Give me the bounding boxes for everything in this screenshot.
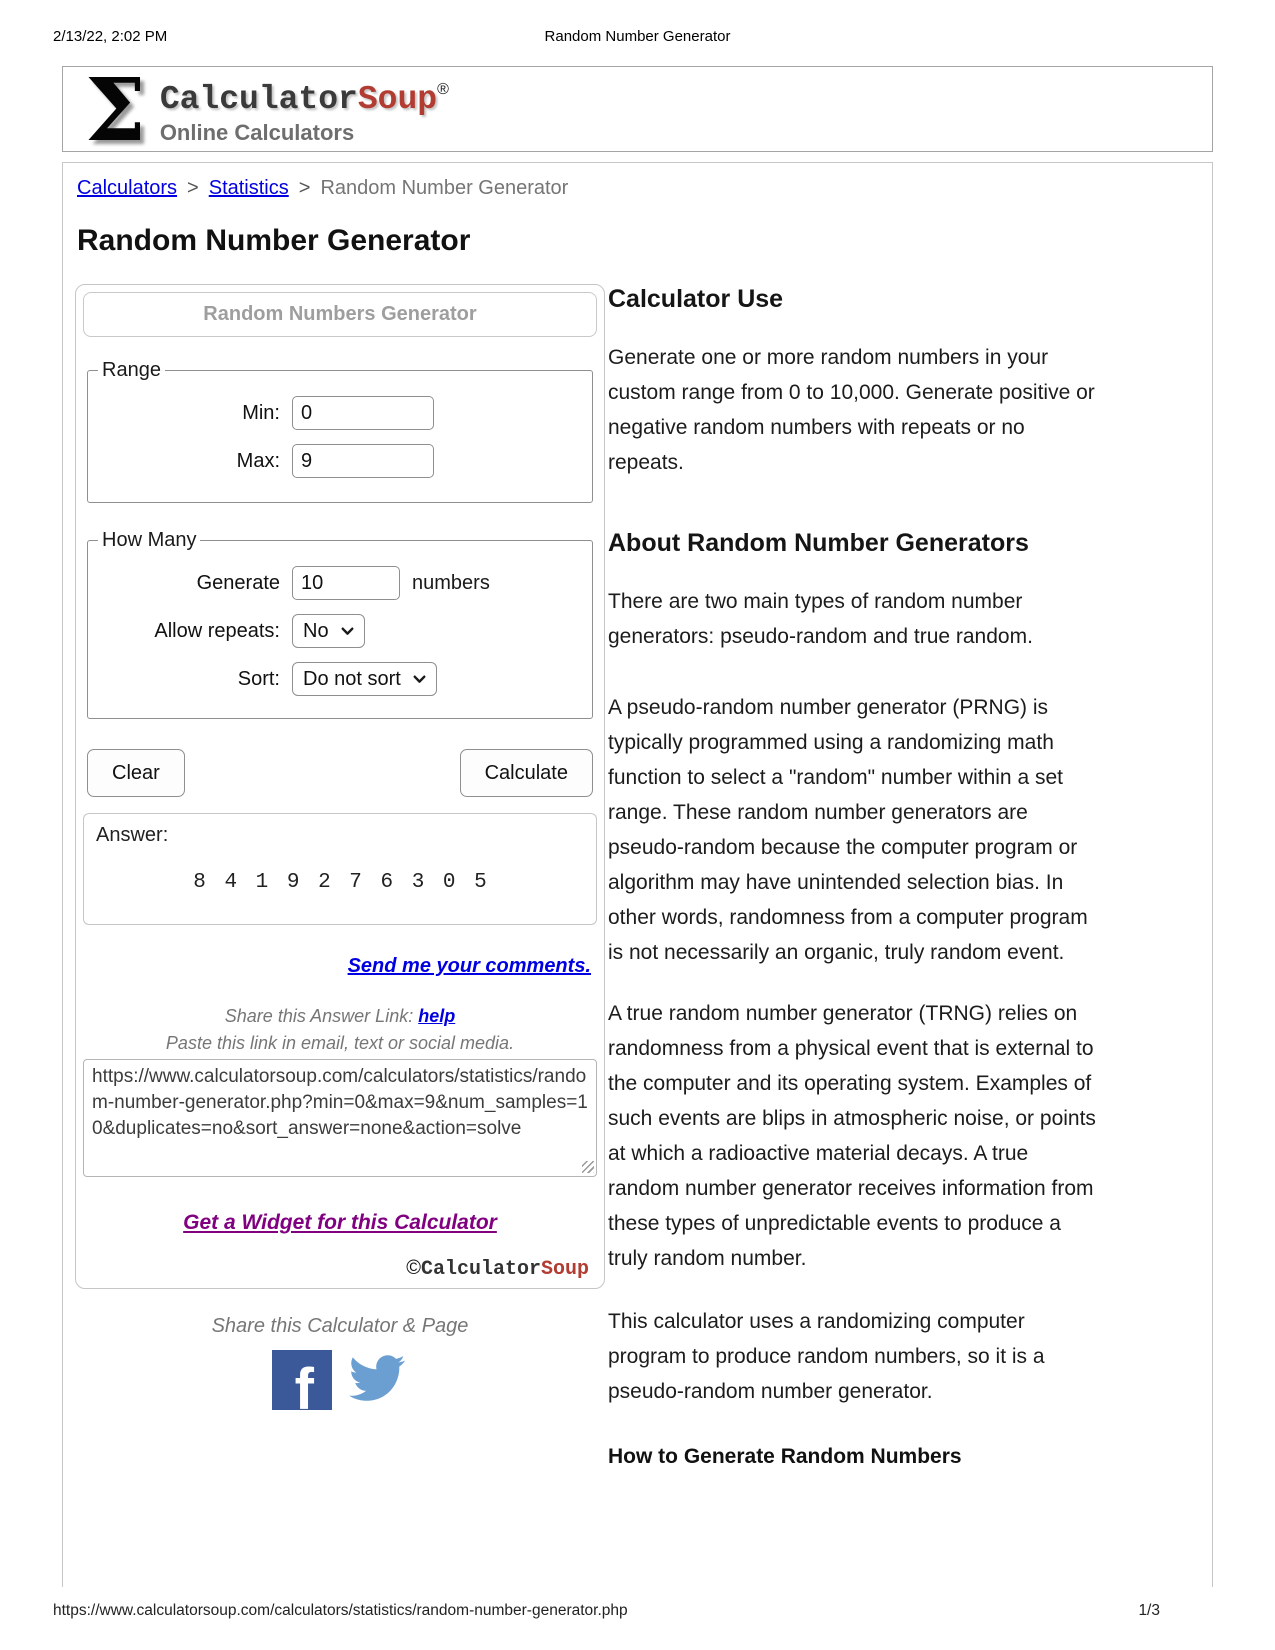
answer-values: 8 4 1 9 2 7 6 3 0 5 [193,871,487,894]
facebook-icon[interactable]: f [272,1350,332,1410]
share-page-section [75,1315,605,1410]
about-heading: About Random Number Generators [608,529,1029,557]
allow-repeats-select[interactable]: No [292,614,365,648]
breadcrumb-link-calculators[interactable]: Calculators [77,177,178,199]
get-widget-link[interactable]: Get a Widget for this Calculator [183,1211,497,1234]
copyright-line: ©CalculatorSoup [406,1257,589,1281]
generate-count-input[interactable] [292,566,400,600]
clear-button[interactable]: Clear [87,749,185,797]
generate-suffix: numbers [412,571,490,594]
calculator-use-heading: Calculator Use [608,285,784,313]
about-paragraph: This calculator uses a randomizing computer program to produce random numbers, so it is a pseudo-random number generator. [608,1310,1045,1403]
print-title: Random Number Generator [544,28,731,45]
generate-row [98,566,582,600]
how-to-heading: How to Generate Random Numbers [608,1445,962,1468]
chevron-down-icon [341,627,354,636]
allow-repeats-label: Allow repeats: [154,619,280,642]
generate-label: Generate [196,571,280,594]
max-row [98,444,582,478]
calculator-panel-title: Random Numbers Generator [83,292,597,337]
paste-hint: Paste this link in email, text or social media. [165,1033,515,1053]
sort-row [98,662,582,696]
max-input[interactable] [292,444,434,478]
chevron-down-icon [413,675,426,684]
how-many-legend: How Many [102,529,197,551]
min-label: Min: [242,401,280,424]
share-page-title: Share this Calculator & Page [211,1315,469,1337]
print-footer-page-number: 1/3 [1138,1602,1160,1619]
min-row [98,396,582,430]
answer-box [83,813,597,925]
brand-name: CalculatorSoup® [159,81,449,118]
range-fieldset [87,359,593,503]
send-comments-link[interactable]: Send me your comments. [347,955,591,977]
content-frame [62,162,1213,1587]
about-paragraph: There are two main types of random number generators: pseudo-random and true random. [608,590,1033,648]
widget-row [83,1211,597,1235]
sort-select[interactable]: Do not sort [292,662,437,696]
answer-label: Answer: [96,824,169,846]
print-header [0,28,1275,48]
print-datetime: 2/13/22, 2:02 PM [53,28,168,45]
breadcrumb-link-statistics[interactable]: Statistics [208,177,289,199]
calculate-button[interactable]: Calculate [460,749,593,797]
calculator-panel [75,284,605,1289]
breadcrumb [77,177,1200,200]
breadcrumb-current: Random Number Generator [320,177,569,199]
calculator-column [75,284,605,1410]
about-paragraph: A pseudo-random number generator (PRNG) is typically programmed using a randomizing math function to select a "random" number within a set range. These random number generators are pseudo-random because the computer program or algorithm may have unintended selection bias. In other words, randomness from a computer program is not necessarily an organic, truly random event. [608,696,1088,964]
main-columns [75,284,1200,1469]
how-many-fieldset [87,529,593,719]
button-row [87,749,593,797]
registered-mark: ® [437,81,449,98]
allow-repeats-row [98,614,582,648]
range-legend: Range [102,359,161,381]
twitter-icon[interactable] [346,1350,408,1406]
breadcrumb-separator: > [298,177,311,199]
calculator-use-text: Generate one or more random numbers in your custom range from 0 to 10,000. Generate positive or negative random numbers with repeats or no repeats. [608,346,1095,474]
site-logo[interactable] [62,60,1213,161]
print-footer-url: https://www.calculatorsoup.com/calculators/statistics/random-number-generator.php [53,1602,628,1619]
min-input[interactable] [292,396,434,430]
comments-row [83,955,591,978]
brand-tagline: Online Calculators [159,120,355,145]
sort-label: Sort: [237,667,280,690]
sigma-logo-icon: Σ [85,60,146,161]
textarea-resize-handle[interactable] [582,1161,594,1173]
breadcrumb-separator: > [187,177,199,199]
page-title: Random Number Generator [77,224,471,257]
share-answer-line: Share this Answer Link: help [224,1006,456,1026]
about-paragraph: A true random number generator (TRNG) relies on randomness from a physical event that is external to the computer and its operating system. Examples of such events are blips in atmospheric noise, or points at which a radioactive material decays. A true random number generator receives information from these types of unpredictable events to produce a truly random number. [608,1002,1096,1270]
max-label: Max: [236,449,280,472]
share-url-textarea[interactable] [83,1059,597,1177]
help-link[interactable]: help [418,1006,456,1026]
